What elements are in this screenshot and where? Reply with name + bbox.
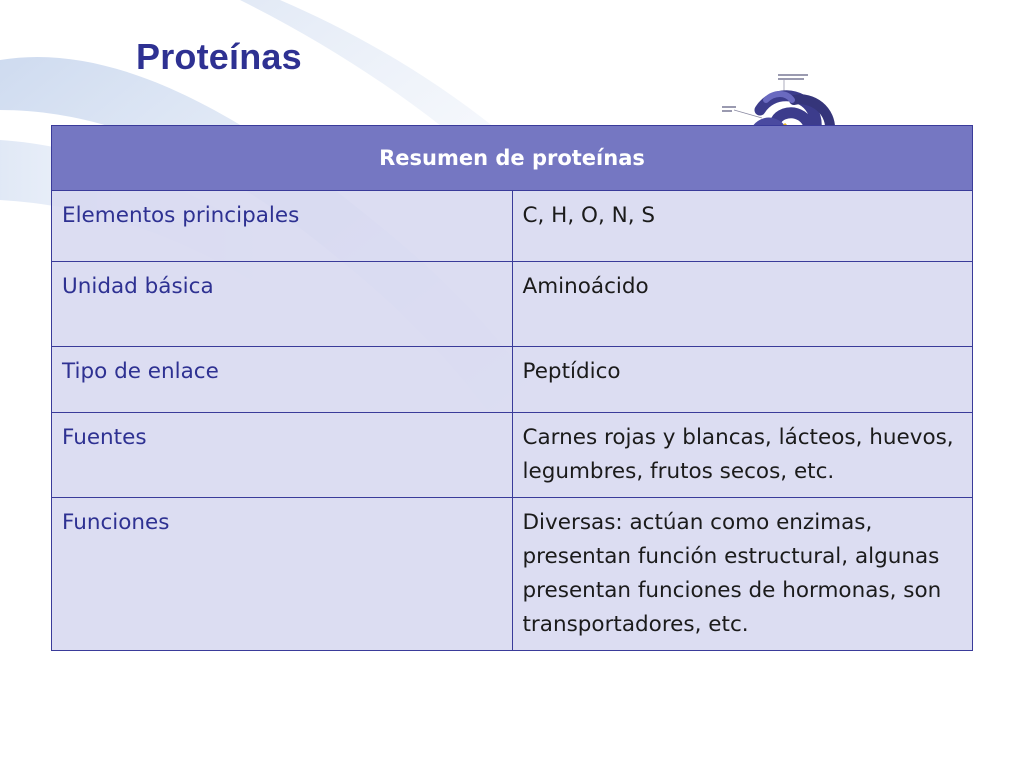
table-header-row [52,126,973,191]
table-header: Resumen de proteínas [52,126,973,191]
protein-summary-table [51,125,973,651]
row-label: Funciones [52,498,513,651]
table-row [52,413,973,498]
row-label: Tipo de enlace [52,347,513,413]
row-label: Elementos principales [52,191,513,262]
table-row [52,498,973,651]
table-row [52,262,973,347]
table-row [52,347,973,413]
row-label: Fuentes [52,413,513,498]
row-value: Peptídico [512,347,973,413]
row-value: Aminoácido [512,262,973,347]
row-value: C, H, O, N, S [512,191,973,262]
row-label: Unidad básica [52,262,513,347]
table-row [52,191,973,262]
slide-title: Proteínas [136,36,302,77]
row-value: Diversas: actúan como enzimas, presentan función estructural, algunas presentan funciones de hormonas, son transportadores, etc. [512,498,973,651]
row-value: Carnes rojas y blancas, lácteos, huevos, legumbres, frutos secos, etc. [512,413,973,498]
